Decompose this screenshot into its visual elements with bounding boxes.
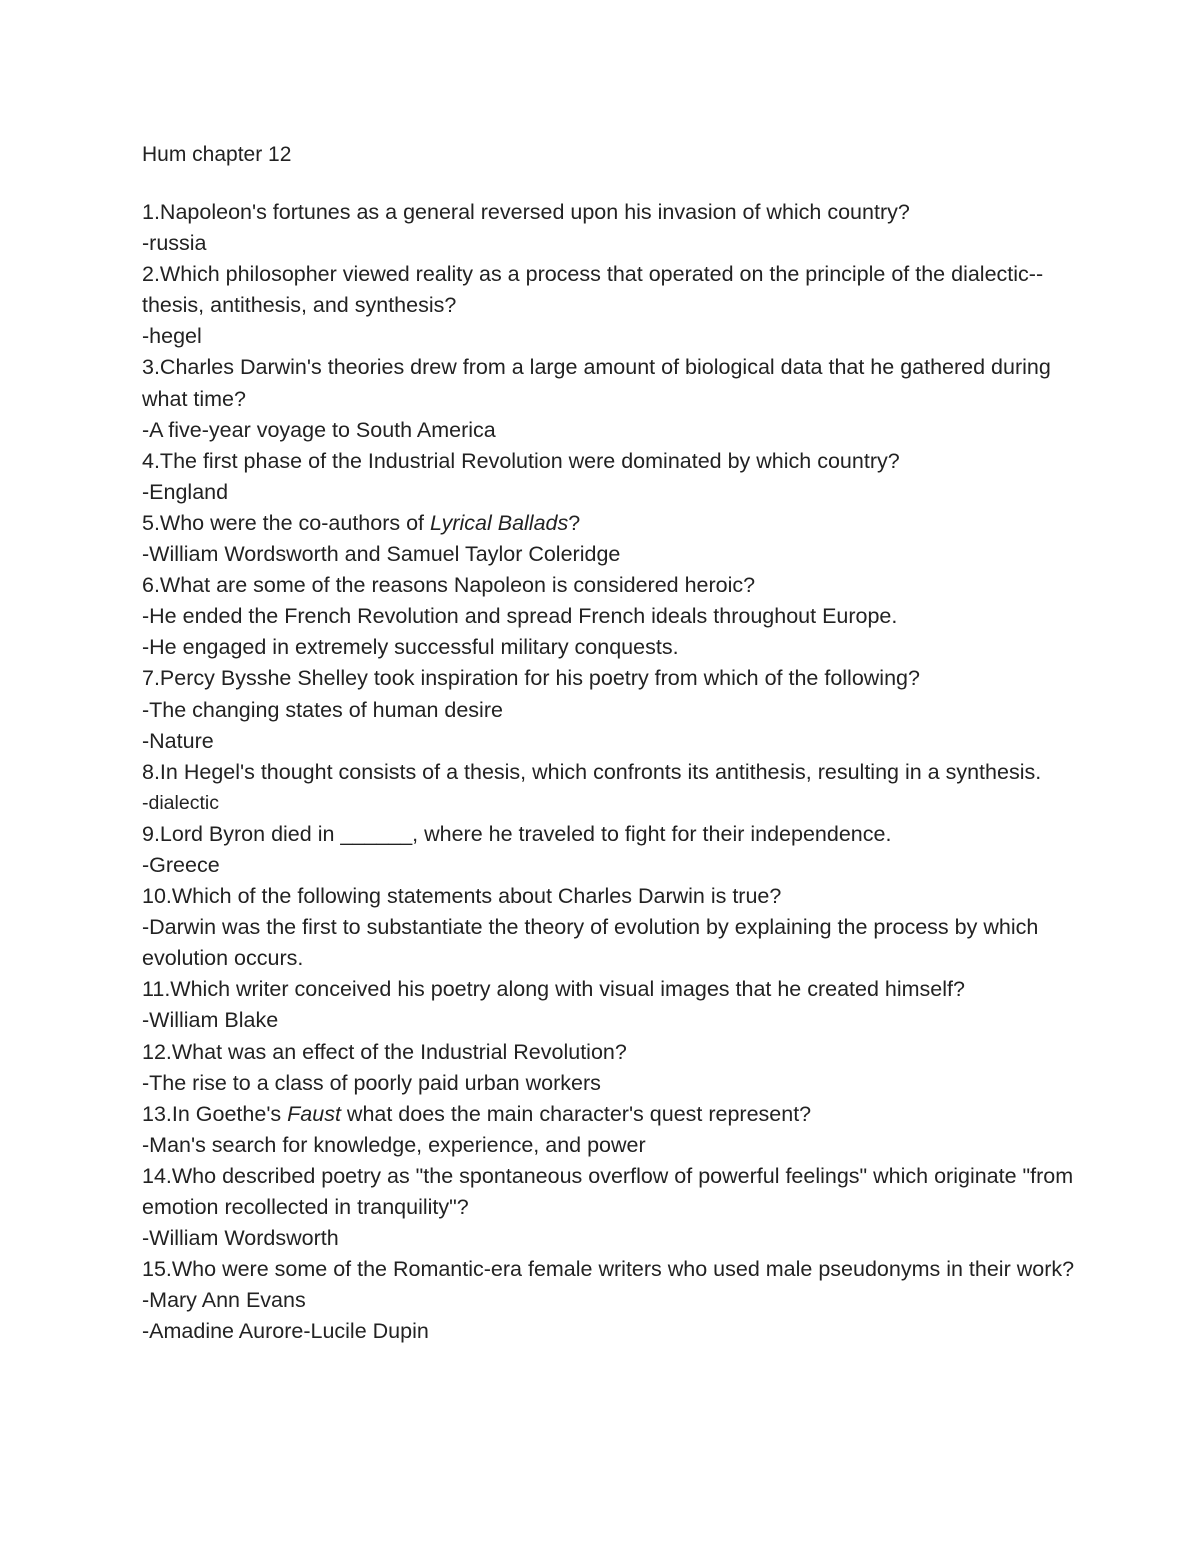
qa-item-12 bbox=[142, 1037, 1082, 1099]
qa-item-7 bbox=[142, 663, 1082, 756]
qa-item-14 bbox=[142, 1161, 1082, 1254]
document-title: Hum chapter 12 bbox=[142, 143, 292, 166]
question-5-text: 5.Who were the co-authors of bbox=[142, 510, 431, 535]
answer-4: -England bbox=[142, 479, 229, 504]
question-11: 11.Which writer conceived his poetry along with visual images that he created himself? bbox=[142, 977, 965, 1002]
answer-3: -A five-year voyage to South America bbox=[142, 417, 496, 442]
qa-item-11 bbox=[142, 974, 1082, 1036]
document-page bbox=[142, 140, 1082, 1347]
question-14: 14.Who described poetry as "the spontaneous overflow of powerful feelings" which originate "from emotion recollected in tranquility"? bbox=[142, 1163, 1074, 1219]
answer-13: -Man's search for knowledge, experience, and power bbox=[142, 1132, 646, 1157]
answer-2: -hegel bbox=[142, 324, 202, 349]
question-13 bbox=[142, 1099, 1082, 1130]
question-8: 8.In Hegel's thought consists of a thesis, which confronts its antithesis, resulting in a synthesis. bbox=[142, 759, 1042, 784]
answer-1: -russia bbox=[142, 231, 207, 256]
question-2: 2.Which philosopher viewed reality as a process that operated on the principle of the dialectic--thesis, antithesis, and synthesis? bbox=[142, 262, 1044, 318]
qa-item-10 bbox=[142, 881, 1082, 974]
answer-9: -Greece bbox=[142, 852, 220, 877]
answer-15a: -Mary Ann Evans bbox=[142, 1288, 306, 1313]
qa-item-8 bbox=[142, 757, 1082, 819]
qa-item-1 bbox=[142, 197, 1082, 259]
answer-15b: -Amadine Aurore-Lucile Dupin bbox=[142, 1319, 429, 1344]
qa-item-2 bbox=[142, 259, 1082, 352]
question-10: 10.Which of the following statements about Charles Darwin is true? bbox=[142, 884, 782, 909]
question-15: 15.Who were some of the Romantic-era female writers who used male pseudonyms in their work? bbox=[142, 1257, 1075, 1282]
answer-7a: -The changing states of human desire bbox=[142, 697, 503, 722]
question-13-work-title: Faust bbox=[287, 1101, 341, 1126]
answer-5: -William Wordsworth and Samuel Taylor Coleridge bbox=[142, 542, 621, 567]
question-13-end: what does the main character's quest represent? bbox=[340, 1101, 812, 1126]
answer-14: -William Wordsworth bbox=[142, 1226, 339, 1251]
qa-item-4 bbox=[142, 446, 1082, 508]
answer-6a: -He ended the French Revolution and spread French ideals throughout Europe. bbox=[142, 604, 898, 629]
question-3: 3.Charles Darwin's theories drew from a large amount of biological data that he gathered during what time? bbox=[142, 355, 1051, 411]
question-5-book-title: Lyrical Ballads bbox=[430, 510, 569, 535]
question-5 bbox=[142, 508, 1082, 539]
qa-item-13 bbox=[142, 1099, 1082, 1161]
question-5-end: ? bbox=[568, 510, 581, 535]
question-1: 1.Napoleon's fortunes as a general reversed upon his invasion of which country? bbox=[142, 200, 910, 224]
qa-item-5 bbox=[142, 508, 1082, 570]
answer-12: -The rise to a class of poorly paid urban workers bbox=[142, 1070, 601, 1095]
qa-item-15 bbox=[142, 1254, 1082, 1347]
answer-7b: -Nature bbox=[142, 728, 214, 753]
question-4: 4.The first phase of the Industrial Revolution were dominated by which country? bbox=[142, 448, 900, 473]
question-12: 12.What was an effect of the Industrial Revolution? bbox=[142, 1039, 627, 1064]
answer-6b: -He engaged in extremely successful military conquests. bbox=[142, 635, 679, 660]
answer-11: -William Blake bbox=[142, 1008, 279, 1033]
answer-8: -dialectic bbox=[142, 791, 219, 814]
question-6: 6.What are some of the reasons Napoleon is considered heroic? bbox=[142, 573, 756, 598]
qa-item-3 bbox=[142, 352, 1082, 445]
question-13-text: 13.In Goethe's bbox=[142, 1101, 288, 1126]
qa-item-6 bbox=[142, 570, 1082, 663]
question-9: 9.Lord Byron died in ______, where he traveled to fight for their independence. bbox=[142, 821, 892, 846]
qa-item-9 bbox=[142, 819, 1082, 881]
answer-10: -Darwin was the first to substantiate the theory of evolution by explaining the process by which evolution occurs. bbox=[142, 915, 1039, 971]
question-7: 7.Percy Bysshe Shelley took inspiration for his poetry from which of the following? bbox=[142, 666, 920, 691]
